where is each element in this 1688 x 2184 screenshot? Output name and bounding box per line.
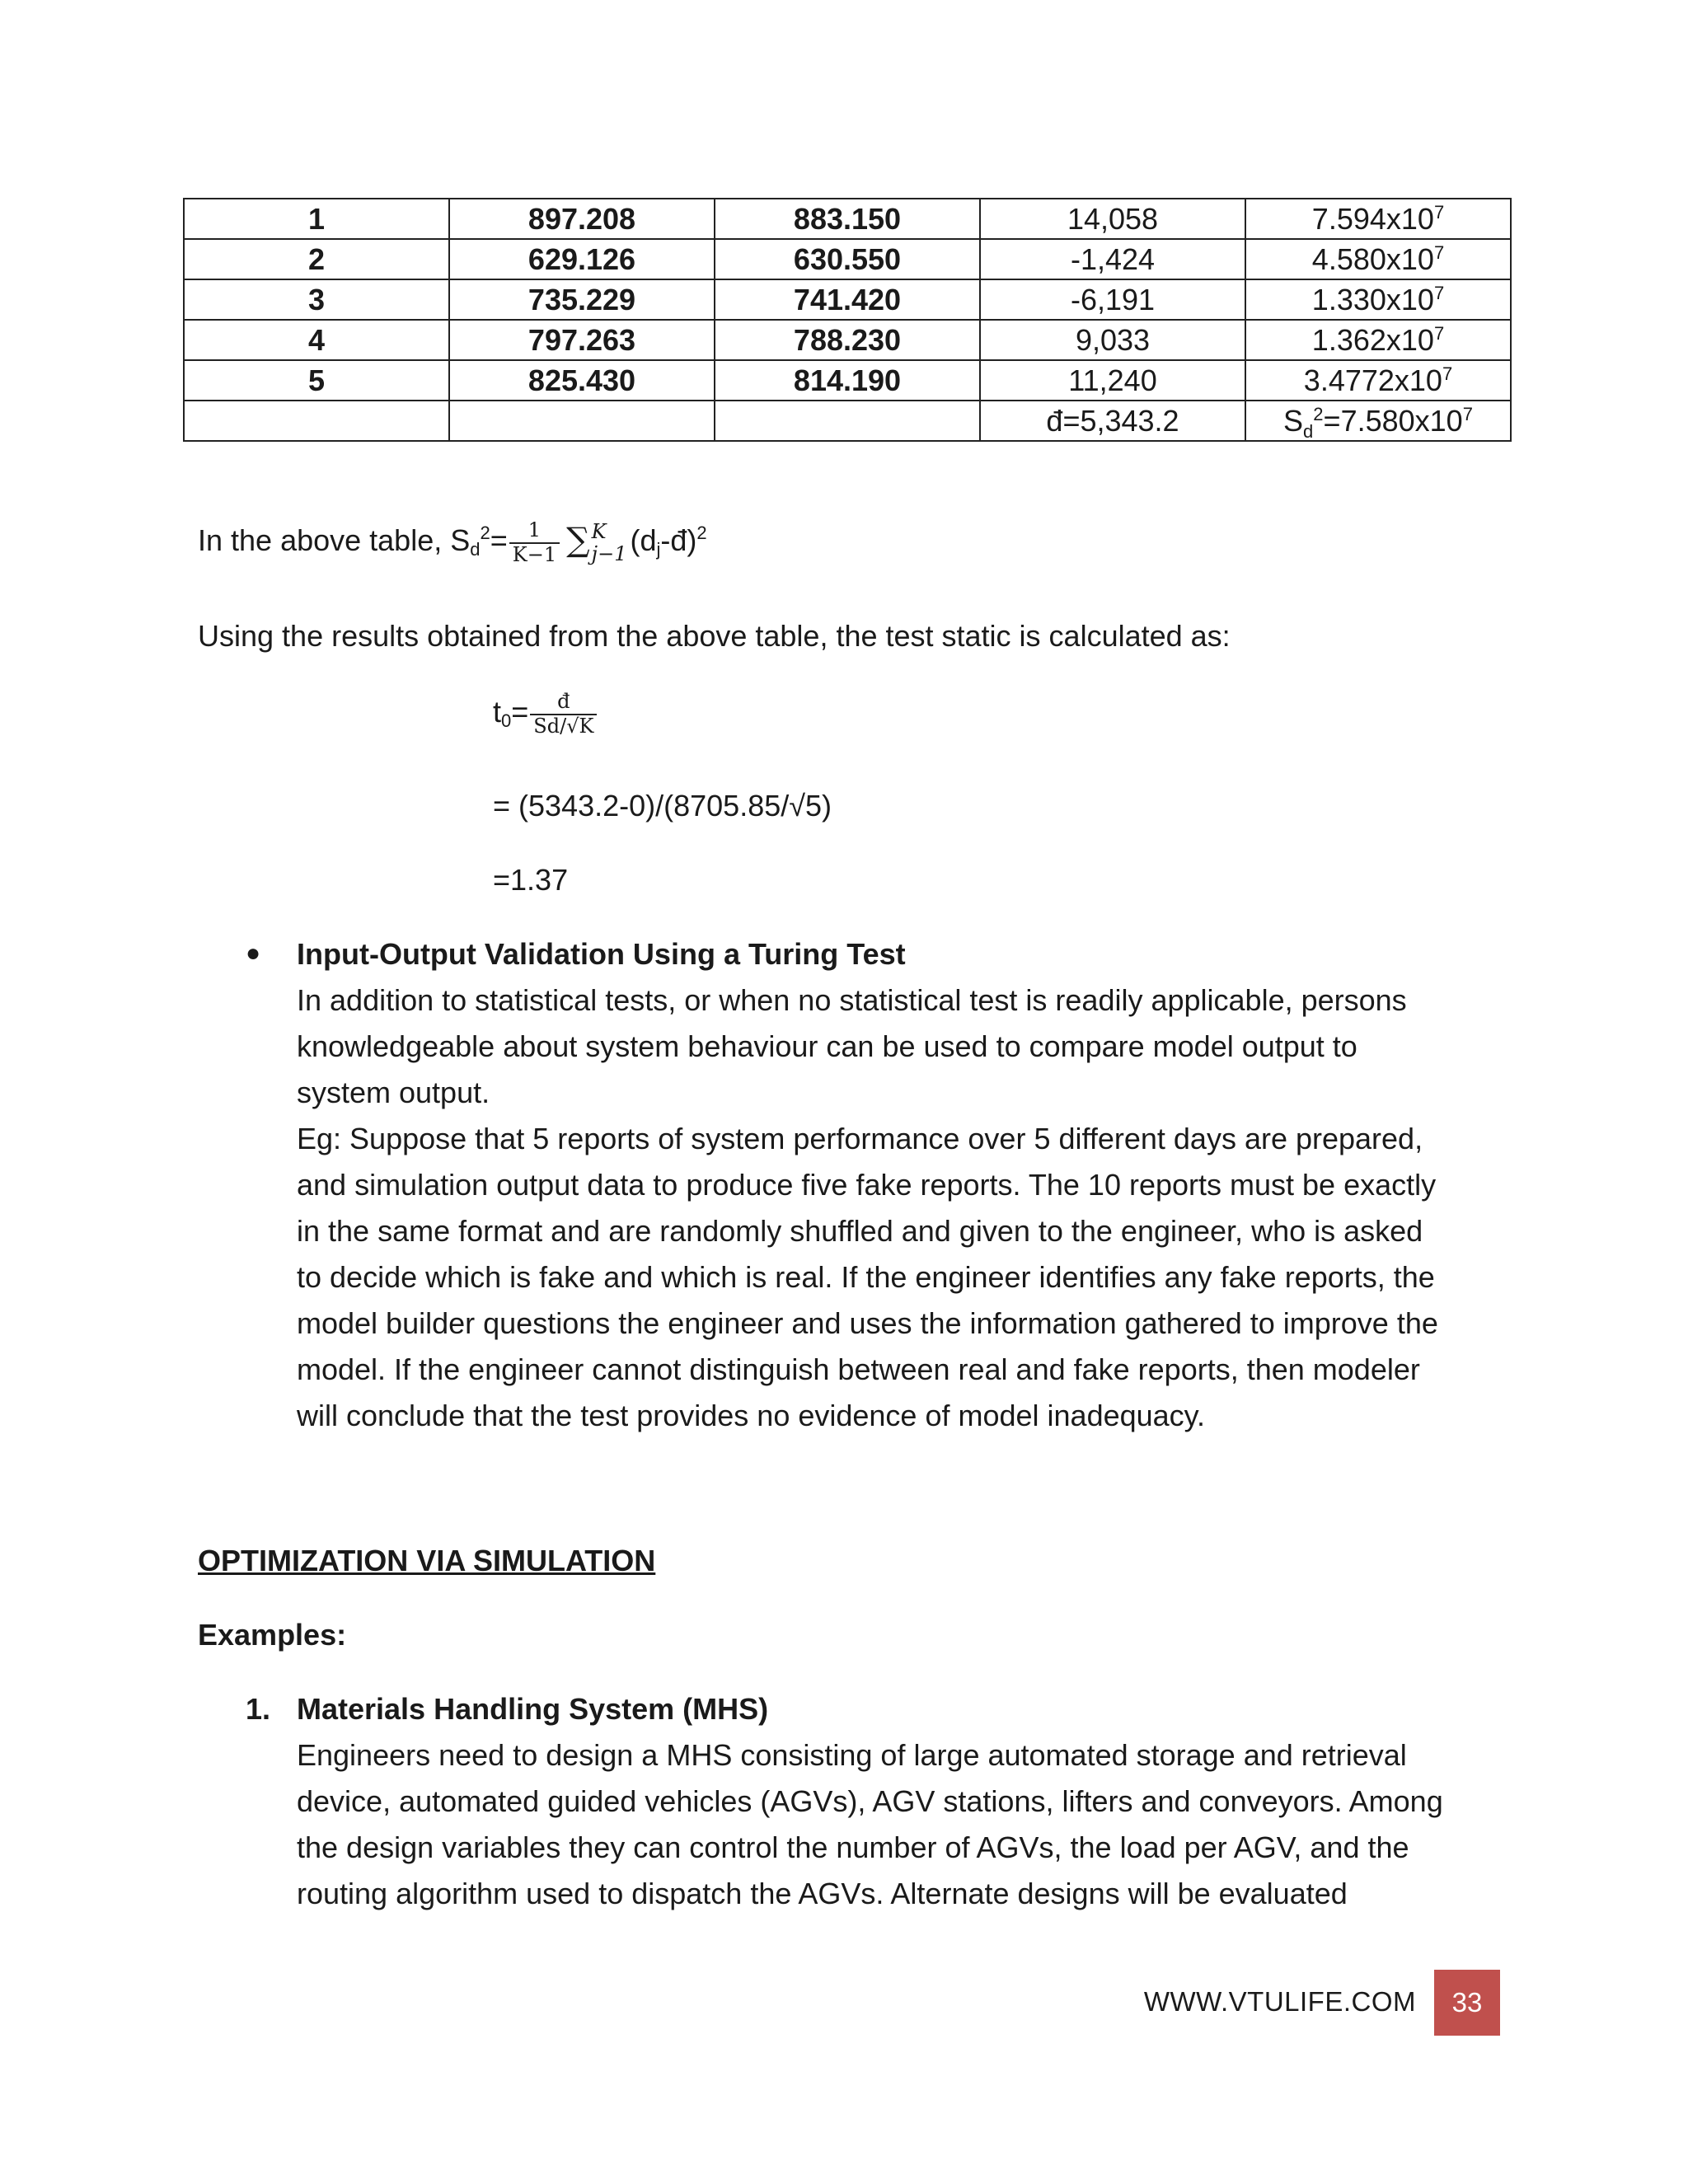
examples-label: Examples: — [198, 1618, 347, 1652]
paragraph-line: device, automated guided vehicles (AGVs), AGV stations, lifters and conveyors. Among — [297, 1784, 1443, 1818]
table-cell-value-b: 788.230 — [715, 320, 980, 360]
table-cell-value-a: 797.263 — [449, 320, 715, 360]
table-cell-empty — [449, 401, 715, 441]
fraction-denominator: K−1 — [512, 542, 557, 566]
statistic-substitution: = (5343.2-0)/(8705.85/√5) — [493, 789, 832, 823]
table-cell-value-b: 741.420 — [715, 279, 980, 320]
table-cell-difference: -1,424 — [980, 239, 1245, 279]
mean-difference-cell: đ=5,343.2 — [980, 401, 1245, 441]
formula-fraction — [509, 519, 560, 566]
table-cell-index: 3 — [184, 279, 449, 320]
paragraph-line: in the same format and are randomly shuffled and given to the engineer, who is asked — [297, 1214, 1423, 1248]
squared-base: 7.594x10 — [1311, 201, 1434, 236]
formula-term: (d — [630, 523, 657, 558]
intro-paragraph: Using the results obtained from the above table, the test static is calculated as: — [198, 619, 1231, 653]
paragraph-line: knowledgeable about system behaviour can be used to compare model output to — [297, 1029, 1357, 1063]
paragraph-line: Eg: Suppose that 5 reports of system performance over 5 different days are prepared, — [297, 1122, 1423, 1155]
test-statistic-formula — [493, 691, 598, 738]
table-cell-squared — [1245, 320, 1511, 360]
table-row — [184, 320, 1511, 360]
footer-website: WWW.VTULIFE.COM — [1143, 1986, 1416, 2017]
table-cell-difference: 14,058 — [980, 199, 1245, 239]
paragraph-line: system output. — [297, 1076, 490, 1109]
table-cell-index: 2 — [184, 239, 449, 279]
table-cell-value-a: 825.430 — [449, 360, 715, 401]
table-cell-value-b: 630.550 — [715, 239, 980, 279]
section-heading: OPTIMIZATION VIA SIMULATION — [198, 1544, 656, 1577]
paragraph-line: the design variables they can control the number of AGVs, the load per AGV, and the — [297, 1830, 1409, 1864]
table-cell-squared — [1245, 279, 1511, 320]
squared-exponent: 7 — [1433, 201, 1445, 223]
table-row — [184, 360, 1511, 401]
variance-value: =7.580x10 — [1323, 403, 1463, 438]
table-row — [184, 279, 1511, 320]
list-number: 1. — [246, 1692, 271, 1726]
table-row — [184, 199, 1511, 239]
table-cell-index: 4 — [184, 320, 449, 360]
squared-exponent: 7 — [1433, 241, 1445, 263]
table-cell-squared — [1245, 239, 1511, 279]
statistic-result: =1.37 — [493, 863, 569, 897]
table-cell-difference: 11,240 — [980, 360, 1245, 401]
paragraph-line: In addition to statistical tests, or when no statistical test is readily applicable, persons — [297, 983, 1407, 1017]
mhs-title: Materials Handling System (MHS) — [297, 1692, 769, 1726]
table-cell-empty — [715, 401, 980, 441]
table-cell-difference: 9,033 — [980, 320, 1245, 360]
formula-superscript: 2 — [480, 523, 490, 544]
table-cell-value-b: 883.150 — [715, 199, 980, 239]
statistic-fraction — [530, 691, 597, 738]
squared-exponent: 7 — [1433, 282, 1445, 303]
summation-symbol: ∑ — [566, 521, 590, 560]
paragraph-line: will conclude that the test provides no evidence of model inadequacy. — [297, 1399, 1206, 1432]
table-cell-index: 5 — [184, 360, 449, 401]
squared-base: 1.330x10 — [1311, 282, 1434, 316]
results-table — [183, 198, 1512, 442]
table-cell-value-a: 629.126 — [449, 239, 715, 279]
variance-subscript: d — [1303, 420, 1314, 442]
variance-exponent: 7 — [1462, 403, 1473, 424]
statistic-symbol: t — [493, 695, 502, 729]
variance-superscript: 2 — [1313, 403, 1324, 424]
table-cell-squared — [1245, 360, 1511, 401]
table-row — [184, 239, 1511, 279]
variance-formula — [198, 519, 707, 566]
squared-exponent: 7 — [1442, 363, 1453, 384]
table-cell-value-a: 735.229 — [449, 279, 715, 320]
squared-base: 1.362x10 — [1311, 322, 1434, 357]
statistic-subscript: 0 — [501, 710, 512, 732]
paragraph-line: routing algorithm used to dispatch the AGVs. Alternate designs will be evaluated — [297, 1877, 1348, 1910]
formula-subscript: d — [470, 539, 481, 560]
squared-exponent: 7 — [1433, 322, 1445, 344]
summation — [566, 521, 626, 565]
table-cell-squared — [1245, 199, 1511, 239]
statistic-equals: = — [511, 695, 529, 729]
fraction-numerator: 1 — [509, 519, 560, 544]
summation-lower: j−1 — [591, 541, 627, 565]
formula-term-subscript: j — [656, 539, 661, 560]
formula-lead-text: In the above table, S — [198, 523, 471, 558]
table-summary-row — [184, 401, 1511, 441]
table-body — [184, 199, 1511, 441]
paragraph-line: model builder questions the engineer and uses the information gathered to improve the — [297, 1306, 1438, 1340]
summation-limits — [592, 521, 627, 565]
bullet-icon: ● — [246, 940, 261, 967]
table-cell-index: 1 — [184, 199, 449, 239]
mhs-body — [297, 1732, 1533, 1917]
table-cell-value-a: 897.208 — [449, 199, 715, 239]
formula-term-rest: -đ) — [660, 523, 697, 558]
table-cell-empty — [184, 401, 449, 441]
page-number-badge: 33 — [1434, 1970, 1500, 2036]
summation-upper: K — [591, 520, 607, 544]
formula-equals: = — [490, 523, 508, 558]
table-cell-difference: -6,191 — [980, 279, 1245, 320]
formula-term-superscript: 2 — [696, 523, 707, 544]
paragraph-line: model. If the engineer cannot distinguish between real and fake reports, then modeler — [297, 1352, 1420, 1386]
variance-symbol: S — [1283, 403, 1304, 438]
paragraph-line: to decide which is fake and which is real. If the engineer identifies any fake reports, the — [297, 1260, 1435, 1294]
turing-test-body — [297, 977, 1533, 1439]
variance-cell — [1245, 401, 1511, 441]
turing-test-title: Input-Output Validation Using a Turing Test — [297, 937, 906, 971]
mhs-example — [297, 1686, 1533, 1917]
table-cell-value-b: 814.190 — [715, 360, 980, 401]
fraction-denominator: Sd/√K — [533, 714, 594, 738]
fraction-numerator: đ — [530, 691, 597, 715]
turing-test-section — [297, 931, 1533, 1439]
squared-base: 3.4772x10 — [1303, 363, 1442, 397]
squared-base: 4.580x10 — [1311, 241, 1434, 276]
paragraph-line: Engineers need to design a MHS consisting of large automated storage and retrieval — [297, 1738, 1407, 1772]
paragraph-line: and simulation output data to produce five fake reports. The 10 reports must be exactly — [297, 1168, 1437, 1202]
